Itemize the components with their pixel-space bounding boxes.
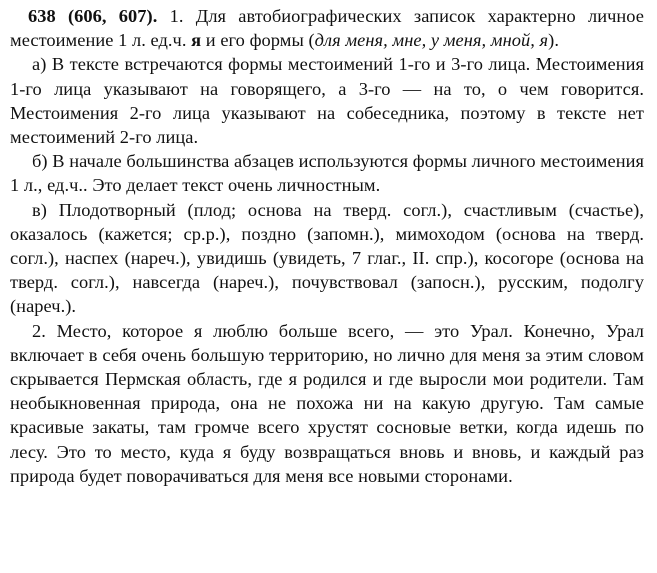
exercise-intro-paragraph	[10, 4, 644, 52]
part1-mid: и его формы (	[205, 30, 315, 51]
part1-lead: 1. Для автобиографических записок характерно личное местоимение 1 л. ед.ч.	[10, 6, 644, 51]
item-c-paragraph: в) Плодотворный (плод; основа на тверд. согл.), счастливым (счастье), оказалось (кажется; ср.р.), поздно (запомн.), мимоходом (основа на тверд. согл.), наспех (нареч.), увидишь (увидеть, 7 глаг., II. спр.), косогоре (основа на тверд. согл.), навсегда (нареч.), почувствовал (запосн.), русским, подолгу (нареч.).	[10, 199, 644, 317]
item-a-paragraph: а) В тексте встречаются формы местоимений 1-го и 3-го лица. Местоимения 1-го лица указывают на говорящего, а 3-го — на то, о чем говорится. Местоимения 2-го лица указывают на собеседника, поэтому в тексте нет местоимений 2-го лица.	[10, 54, 644, 148]
item-b-paragraph: б) В начале большинства абзацев используются формы личного местоимения 1 л., ед.ч.. Это делает текст очень личностным.	[10, 151, 644, 196]
part1-end: ).	[548, 30, 559, 51]
exercise-answer	[10, 4, 644, 488]
part1-pronoun: я	[191, 30, 202, 51]
part1-forms: для меня, мне, у меня, мной, я	[314, 30, 549, 51]
exercise-number: 638 (606, 607).	[28, 6, 158, 26]
part2-paragraph: 2. Место, которое я люблю больше всего, — это Урал. Конечно, Урал включает в себя очень большую территорию, но лично для меня за этим словом скрывается Пермская область, где я родился и где выросли мои родители. Там необыкновенная природа, она не похожа ни на какую другую. Там самые красивые закаты, там громче всего хрустят сосновые ветки, когда идешь по лесу. Это то место, куда я буду возвращаться вновь и вновь, и каждый раз природа будет поворачиваться для меня все новыми сторонами.	[10, 320, 644, 486]
